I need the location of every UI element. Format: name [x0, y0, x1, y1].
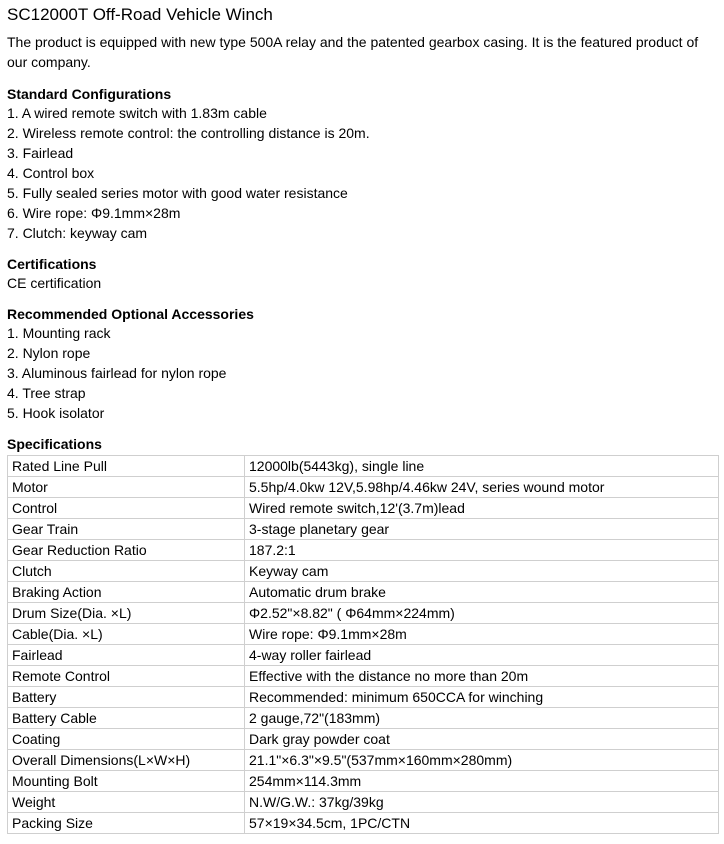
table-row: [8, 498, 719, 519]
spec-label: Gear Train: [8, 519, 245, 540]
spec-label: Drum Size(Dia. ×L): [8, 603, 245, 624]
list-item: 4. Control box: [7, 165, 95, 181]
spec-label: Overall Dimensions(L×W×H): [8, 750, 245, 771]
spec-label: Coating: [8, 729, 245, 750]
spec-label: Motor: [8, 477, 245, 498]
list-item: 2. Wireless remote control: the controlling distance is 20m.: [7, 125, 370, 141]
table-row: [8, 792, 719, 813]
spec-value: 187.2:1: [245, 540, 719, 561]
spec-label: Remote Control: [8, 666, 245, 687]
spec-value: Dark gray powder coat: [245, 729, 719, 750]
spec-value: 4-way roller fairlead: [245, 645, 719, 666]
table-row: [8, 456, 719, 477]
table-row: [8, 582, 719, 603]
spec-label: Clutch: [8, 561, 245, 582]
product-intro: The product is equipped with new type 500A relay and the patented gearbox casing. It is the featured product of our company.: [7, 34, 699, 70]
list-item: 3. Fairlead: [7, 145, 74, 161]
standard-configurations-heading: Standard Configurations: [7, 86, 172, 102]
list-item: 5. Fully sealed series motor with good water resistance: [7, 185, 348, 201]
table-row: [8, 561, 719, 582]
spec-value: Automatic drum brake: [245, 582, 719, 603]
table-row: [8, 624, 719, 645]
spec-value: 21.1"×6.3"×9.5"(537mm×160mm×280mm): [245, 750, 719, 771]
list-item: 3. Aluminous fairlead for nylon rope: [7, 365, 227, 381]
spec-value: 5.5hp/4.0kw 12V,5.98hp/4.46kw 24V, series wound motor: [245, 477, 719, 498]
table-row: [8, 645, 719, 666]
spec-label: Rated Line Pull: [8, 456, 245, 477]
certifications-heading: Certifications: [7, 256, 97, 272]
spec-label: Gear Reduction Ratio: [8, 540, 245, 561]
specifications-table: [7, 455, 719, 834]
spec-label: Battery: [8, 687, 245, 708]
spec-label: Weight: [8, 792, 245, 813]
table-row: [8, 477, 719, 498]
table-row: [8, 519, 719, 540]
table-row: [8, 708, 719, 729]
list-item: 5. Hook isolator: [7, 405, 105, 421]
spec-value: Φ2.52"×8.82" ( Φ64mm×224mm): [245, 603, 719, 624]
certification-text: CE certification: [7, 275, 102, 291]
spec-value: Effective with the distance no more than 20m: [245, 666, 719, 687]
accessories-list: [7, 323, 717, 423]
page-title: SC12000T Off-Road Vehicle Winch: [7, 5, 273, 24]
table-row: [8, 729, 719, 750]
spec-label: Braking Action: [8, 582, 245, 603]
certifications-list: [7, 273, 717, 293]
list-item: 1. A wired remote switch with 1.83m cable: [7, 105, 267, 121]
spec-value: 2 gauge,72"(183mm): [245, 708, 719, 729]
standard-configurations-list: [7, 103, 717, 243]
table-row: [8, 603, 719, 624]
spec-label: Packing Size: [8, 813, 245, 834]
accessories-heading: Recommended Optional Accessories: [7, 306, 254, 322]
spec-value: N.W/G.W.: 37kg/39kg: [245, 792, 719, 813]
spec-value: 3-stage planetary gear: [245, 519, 719, 540]
specifications-heading: Specifications: [7, 436, 102, 452]
table-row: [8, 813, 719, 834]
table-row: [8, 771, 719, 792]
spec-value: 57×19×34.5cm, 1PC/CTN: [245, 813, 719, 834]
table-row: [8, 540, 719, 561]
spec-label: Mounting Bolt: [8, 771, 245, 792]
spec-value: Wired remote switch,12'(3.7m)lead: [245, 498, 719, 519]
spec-label: Battery Cable: [8, 708, 245, 729]
spec-value: 12000lb(5443kg), single line: [245, 456, 719, 477]
spec-value: Recommended: minimum 650CCA for winching: [245, 687, 719, 708]
list-item: 7. Clutch: keyway cam: [7, 225, 148, 241]
spec-label: Control: [8, 498, 245, 519]
table-row: [8, 750, 719, 771]
spec-value: Keyway cam: [245, 561, 719, 582]
list-item: 1. Mounting rack: [7, 325, 111, 341]
spec-label: Fairlead: [8, 645, 245, 666]
spec-value: 254mm×114.3mm: [245, 771, 719, 792]
table-row: [8, 666, 719, 687]
table-row: [8, 687, 719, 708]
list-item: 6. Wire rope: Φ9.1mm×28m: [7, 205, 181, 221]
list-item: 4. Tree strap: [7, 385, 86, 401]
spec-value: Wire rope: Φ9.1mm×28m: [245, 624, 719, 645]
list-item: 2. Nylon rope: [7, 345, 91, 361]
spec-label: Cable(Dia. ×L): [8, 624, 245, 645]
